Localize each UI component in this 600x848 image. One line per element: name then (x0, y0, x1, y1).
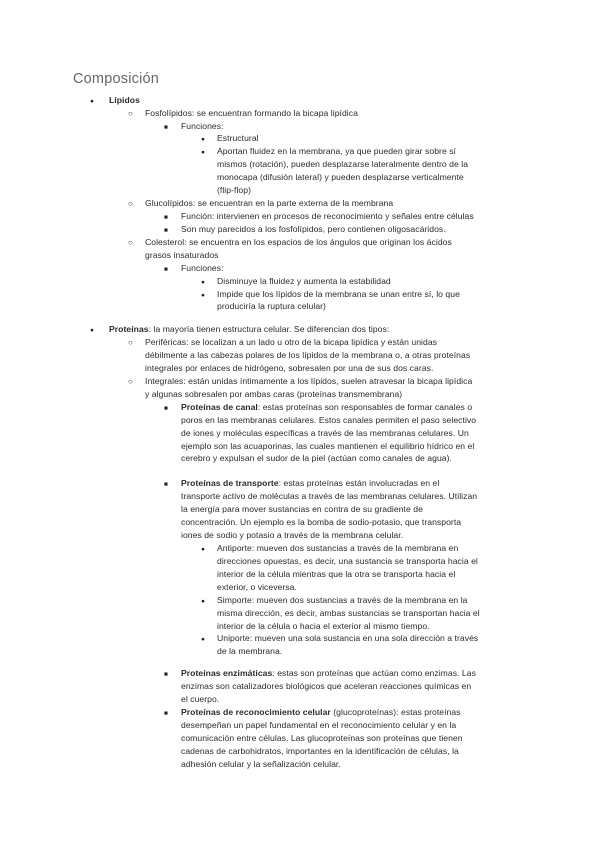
perifericas-line-2: débilmente a las cabezas polares de los lípidos de la membrana o, a otras proteínas (145, 350, 471, 360)
reconocimiento-line-1 (181, 706, 461, 719)
proteinas-intro (109, 323, 389, 336)
bullet-square-icon (164, 667, 168, 681)
bullet-circle-icon (128, 107, 133, 120)
enzimaticas-line-3: el cuerpo. (181, 694, 220, 704)
integrales-line-2: y algunas sobresalen por ambas caras (proteínas transmembrana) (145, 389, 403, 399)
canal-line-5: cerebro y expulsan el sudor de la piel (actúan como canales de agua). (181, 453, 452, 463)
bullet-disc-icon (201, 542, 205, 556)
reconocimiento-line-5: adhesión celular y la señalización celular. (181, 759, 341, 769)
antiporte-line-4: exterior, o viceversa. (217, 582, 297, 592)
fosfolipidos-line-1: Fosfolípidos: se encuentran formando la bicapa lipídica (145, 108, 358, 118)
antiporte-line-3: interior de la célula mientras que la otra se transporta hacia el (217, 569, 456, 579)
integrales-line-1: Integrales: están unidas íntimamente a los lípidos, suelen atravesar la bicapa lipídica (145, 376, 473, 386)
glucolipidos-sub-1: Función: intervienen en procesos de reconocimiento y señales entre células (181, 211, 474, 221)
bullet-square-icon (164, 262, 168, 276)
enzimaticas-line-2: enzimas son catalizadores biológicos que aceleran reacciones químicas en (181, 681, 472, 691)
glucolipidos-line-1: Glucolípidos: se encuentran en la parte externa de la membrana (145, 198, 394, 208)
colesterol-funcion-2-line-2: produciría la ruptura celular) (217, 301, 326, 311)
lipidos-heading: Lípidos (109, 95, 140, 105)
proteinas-intro-text: : la mayoría tienen estructura celular. Se diferencian dos tipos: (148, 324, 390, 334)
reconocimiento-heading: Proteínas de reconocimiento celular (181, 707, 331, 717)
antiporte-line-2: direcciones opuestas, es decir, una sustancia se transporta hacia el (217, 556, 478, 566)
canal-heading: Proteínas de canal (181, 402, 258, 412)
fosfolipidos-funcion-2-line-3: monocapa (difusión lateral) y pueden desplazarse verticalmente (217, 172, 464, 182)
fosfolipidos-funciones: Funciones: (181, 121, 224, 131)
reconocimiento-line-3: comunicación entre células. Las glucoproteínas son proteínas que tienen (181, 733, 463, 743)
transporte-line-4: concentración. Un ejemplo es la bomba de sodio-potasio, que transporta (181, 517, 462, 527)
transporte-line-3: la energía para mover sustancias en contra de su gradiente de (181, 504, 423, 514)
colesterol-funciones: Funciones: (181, 263, 224, 273)
colesterol-line-2: grasos insaturados (145, 250, 219, 260)
proteinas-heading: Proteínas (109, 324, 149, 334)
colesterol-funcion-1: Disminuye la fluidez y aumenta la estabilidad (217, 276, 391, 286)
fosfolipidos-funcion-2-line-4: (flip-flop) (217, 185, 251, 195)
bullet-square-icon (164, 477, 168, 491)
simporte-line-2: misma dirección, es decir, ambas sustancias se transportan hacia el (217, 608, 480, 618)
fosfolipidos-funcion-1: Estructural (217, 133, 259, 143)
enzimaticas-line-1 (181, 667, 476, 680)
transporte-heading: Proteínas de transporte (181, 478, 279, 488)
bullet-square-icon (164, 210, 168, 224)
bullet-disc-icon (201, 145, 205, 159)
reconocimiento-line-1-text: (glucoproteínas): estas proteínas (330, 707, 461, 717)
bullet-square-icon (164, 401, 168, 415)
bullet-disc-icon (201, 594, 205, 608)
bullet-disc-icon (201, 132, 205, 146)
transporte-line-2: transporte activo de moléculas a través de las membranas celulares. Utilizan (181, 491, 478, 501)
bullet-circle-icon (128, 236, 133, 249)
bullet-square-icon (164, 223, 168, 237)
reconocimiento-line-2: desempeñan un papel fundamental en el reconocimiento celular y en la (181, 720, 457, 730)
bullet-circle-icon (128, 336, 133, 349)
simporte-line-3: interior de la célula o hacia el exterior al mismo tiempo. (217, 621, 430, 631)
bullet-disc-icon (90, 323, 94, 337)
fosfolipidos-funcion-2-line-1: Aportan fluidez en la membrana, ya que pueden girar sobre sí (217, 146, 456, 156)
canal-line-3: de iones y moléculas específicas a través de las membranas celulares. Un (181, 428, 469, 438)
uniporte-line-1: Uniporte: mueven una sola sustancia en una sola dirección a través (217, 633, 479, 643)
reconocimiento-line-4: cadenas de carbohidratos, importantes en la identificación de células, la (181, 746, 459, 756)
transporte-line-1-text: : estas proteínas están involucradas en el (278, 478, 440, 488)
bullet-square-icon (164, 706, 168, 720)
bullet-disc-icon (90, 94, 94, 108)
perifericas-line-3: integrales por enlaces de hidrógeno, sobresalen por una de sus dos caras. (145, 363, 434, 373)
colesterol-funcion-2-line-1: Impide que los lípidos de la membrana se unan entre sí, lo que (217, 289, 460, 299)
bullet-disc-icon (201, 288, 205, 302)
bullet-disc-icon (201, 632, 205, 646)
canal-line-4: ejemplo son las acuaporinas, las cuales mantienen el equilibrio hídrico en el (181, 441, 475, 451)
bullet-disc-icon (201, 275, 205, 289)
glucolipidos-sub-2: Son muy parecidos a los fosfolípidos, pero contienen oligosacáridos. (181, 224, 446, 234)
transporte-line-1 (181, 477, 439, 490)
simporte-line-1: Simporte: mueven dos sustancias a través de la membrana en la (217, 595, 468, 605)
bullet-circle-icon (128, 375, 133, 388)
section-title: Composición (73, 71, 160, 87)
enzimaticas-line-1-text: : estas son proteínas que actúan como enzimas. Las (272, 668, 476, 678)
bullet-circle-icon (128, 197, 133, 210)
perifericas-line-1: Periféricas: se localizan a un lado u otro de la bicapa lipídica y están unidas (145, 337, 438, 347)
canal-line-1 (181, 401, 472, 414)
canal-line-1-text: : estas proteínas son responsables de formar canales o (257, 402, 473, 412)
colesterol-line-1: Colesterol: se encuentra en los espacios de los ángulos que originan los ácidos (145, 237, 452, 247)
transporte-line-5: iones de sodio y potasio a través de la membrana celular. (181, 530, 404, 540)
canal-line-2: poros en las membranas celulares. Estos canales permiten el paso selectivo (181, 415, 477, 425)
bullet-square-icon (164, 120, 168, 134)
enzimaticas-heading: Proteínas enzimáticas (181, 668, 273, 678)
antiporte-line-1: Antiporte: mueven dos sustancias a través de la membrana en (217, 543, 459, 553)
uniporte-line-2: de la membrana. (217, 646, 283, 656)
fosfolipidos-funcion-2-line-2: mismos (rotación), pueden desplazarse lateralmente dentro de la (217, 159, 469, 169)
